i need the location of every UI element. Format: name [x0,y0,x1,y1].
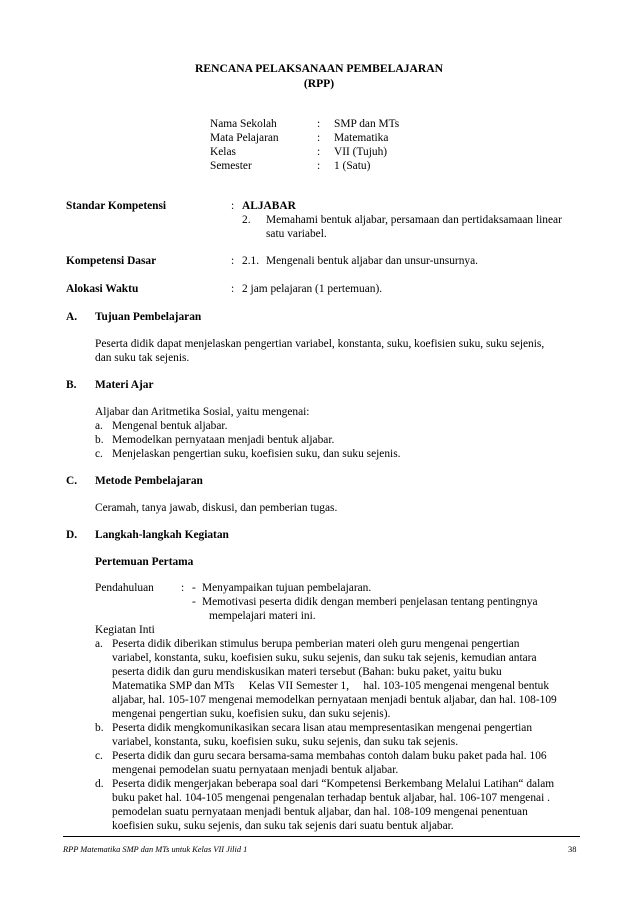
inti-a-line: mengenai pengertian suku, koefisien suku, dan suku sejenis). [112,708,391,720]
inti-a-line: Peserta didik diberikan stimulus berupa pemberian materi oleh guru mengenai pengertian [112,638,520,650]
kompetensi-value: Mengenali bentuk aljabar dan unsur-unsurnya. [266,255,479,267]
footer-rule [63,836,580,837]
section-a-title: Tujuan Pembelajaran [95,311,202,323]
section-a-letter: A. [66,311,78,323]
pendahuluan-item2-line2: mempelajari materi ini. [209,610,316,622]
inti-mark: c. [95,750,103,762]
inti-mark: b. [95,722,104,734]
list-item-mark: b. [95,434,104,446]
alokasi-label: Alokasi Waktu [66,283,139,295]
inti-mark: a. [95,638,103,650]
inti-d-line: pemodelan suatu pernyataan menjadi bentuk aljabar, dan hal. 108-109 mengenai penentuan [112,806,528,818]
inti-mark: d. [95,778,104,790]
pendahuluan-item1: Menyampaikan tujuan pembelajaran. [202,582,372,594]
pertemuan-title: Pertemuan Pertama [95,556,194,568]
footer-text: RPP Matematika SMP dan MTs untuk Kelas VII Jilid 1 [63,845,248,854]
list-item-mark: c. [95,448,103,460]
info-label: Mata Pelajaran [210,132,279,144]
page-subtitle: (RPP) [303,77,335,90]
pendahuluan-sep: : [181,582,185,594]
standar-label: Standar Kompetensi [66,200,167,212]
alokasi-value: 2 jam pelajaran (1 pertemuan). [242,283,383,295]
standar-sep: : [231,200,235,212]
pendahuluan-dash: - [192,596,196,608]
inti-a-line: aljabar, hal. 105-107 mengenai memodelkan pernyataan menjadi bentuk aljabar, dan hal. 108-109 [112,694,557,706]
section-a-line2: dan suku tak sejenis. [95,352,190,364]
info-label: Nama Sekolah [210,118,277,130]
section-b-letter: B. [66,379,77,391]
standar-text-line1: Memahami bentuk aljabar, persamaan dan pertidaksamaan linear [266,214,562,226]
info-value: Matematika [334,132,389,144]
info-sep: : [317,132,321,144]
section-c-letter: C. [66,475,78,487]
pendahuluan-item2-line1: Memotivasi peserta didik dengan memberi penjelasan tentang pentingnya [202,596,538,608]
section-c-title: Metode Pembelajaran [95,475,203,487]
inti-a-line: peserta didik dan guru mendiskusikan materi tersebut (Bahan: buku paket, yaitu buku [112,666,502,678]
section-d-letter: D. [66,529,78,541]
section-d-title: Langkah-langkah Kegiatan [95,529,229,541]
kompetensi-sep: : [231,255,235,267]
list-item: Memodelkan pernyataan menjadi bentuk aljabar. [112,434,335,446]
inti-a-line: Matematika SMP dan MTs Kelas VII Semester 1, hal. 103-105 mengenai mengenal bentuk [112,680,550,692]
section-c-text: Ceramah, tanya jawab, diskusi, dan pemberian tugas. [95,502,338,514]
section-a-line1: Peserta didik dapat menjelaskan pengertian variabel, konstanta, suku, koefisien suku, suku sejenis, [95,338,545,350]
kegiatan-inti-label: Kegiatan Inti [95,624,155,636]
kompetensi-label: Kompetensi Dasar [66,255,157,267]
info-value: VII (Tujuh) [334,146,388,158]
pendahuluan-label: Pendahuluan [95,582,154,594]
list-item-mark: a. [95,420,103,432]
inti-d-line: koefisien suku, suku sejenis, dan suku tak sejenis dari suatu bentuk aljabar. [112,820,454,832]
info-value: SMP dan MTs [334,118,400,130]
list-item: Menjelaskan pengertian suku, koefisien suku, dan suku sejenis. [112,448,401,460]
info-label: Kelas [210,146,236,158]
info-sep: : [317,160,321,172]
list-item: Mengenal bentuk aljabar. [112,420,228,432]
inti-b-line: Peserta didik mengkomunikasikan secara lisan atau mempresentasikan mengenai pengertian [112,722,533,734]
alokasi-sep: : [231,283,235,295]
page-title: RENCANA PELAKSANAAN PEMBELAJARAN [195,62,443,75]
kompetensi-number: 2.1. [242,255,260,267]
standar-number: 2. [242,214,251,226]
standar-value: ALJABAR [242,200,296,212]
inti-d-line: buku paket hal. 104-105 mengenai pengenalan terhadap bentuk aljabar, hal. 106-107 mengenai . [112,792,550,804]
page-number: 38 [568,845,577,854]
info-value: 1 (Satu) [334,160,371,172]
section-b-intro: Aljabar dan Aritmetika Sosial, yaitu mengenai: [95,406,310,418]
pendahuluan-dash: - [192,582,196,594]
standar-text-line2: satu variabel. [266,228,327,240]
inti-a-line: variabel, konstanta, suku, koefisien suku, suku sejenis, dan suku tak sejenis, kemudian antara [112,652,537,664]
inti-b-line: variabel, konstanta, suku, koefisien suku, suku sejenis, dan suku tak sejenis. [112,736,459,748]
inti-d-line: Peserta didik mengerjakan beberapa soal dari “Kompetensi Berkembang Melalui Latihan“ dalam [112,778,555,790]
inti-c-line: mengenai pemodelan suatu pernyataan menjadi bentuk aljabar. [112,764,399,776]
info-label: Semester [210,160,252,172]
info-sep: : [317,118,321,130]
inti-c-line: Peserta didik dan guru secara bersama-sama membahas contoh dalam buku paket pada hal. 106 [112,750,547,762]
info-sep: : [317,146,321,158]
section-b-title: Materi Ajar [95,379,154,391]
